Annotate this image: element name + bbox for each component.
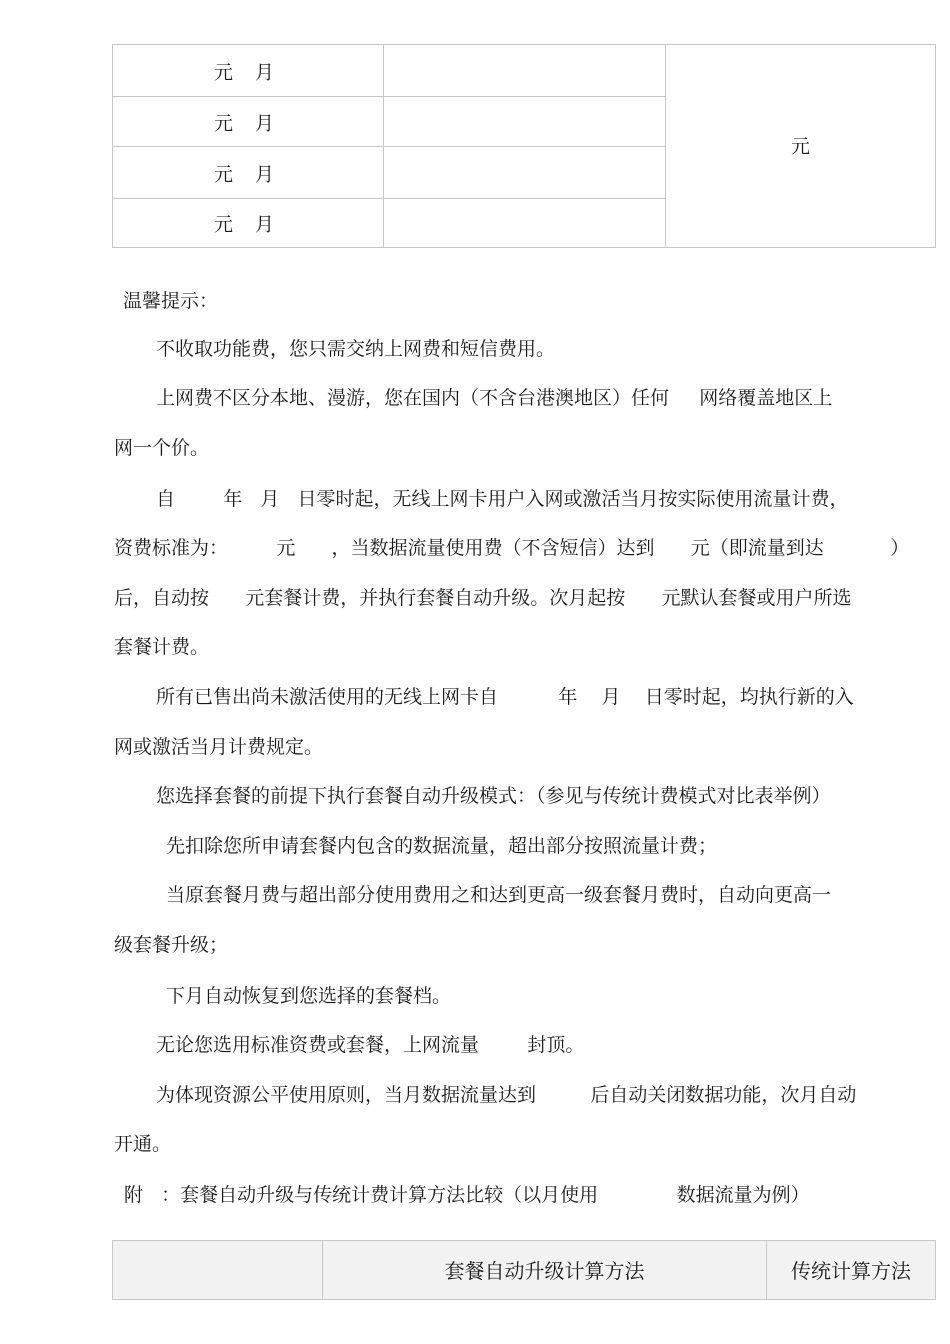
table-cell bbox=[383, 44, 666, 97]
tip-paragraph: 自 年 月 日零时起，无线上网卡用户入网或激活当月按实际使用流量计费， bbox=[156, 488, 849, 510]
tip-paragraph: 上网费不区分本地、漫游，您在国内（不含台港澳地区）任何 网络覆盖地区上 bbox=[156, 387, 833, 409]
cell-text: 元 月 bbox=[213, 213, 283, 236]
tip-paragraph-cont: 网一个价。 bbox=[114, 437, 210, 459]
cell-text: 元 bbox=[790, 135, 810, 158]
table-cell bbox=[112, 146, 384, 199]
appendix-caption: 附 ：套餐自动升级与传统计费计算方法比较（以月使用 数据流量为例） bbox=[124, 1184, 810, 1206]
tip-paragraph-cont: 开通。 bbox=[114, 1133, 172, 1155]
cell-text: 元 月 bbox=[213, 112, 283, 134]
tip-paragraph-cont: 后，自动按 元套餐计费，并执行套餐自动升级。次月起按 元默认套餐或用户所选 bbox=[114, 587, 852, 609]
tip-subitem: 当原套餐月费与超出部分使用费用之和达到更高一级套餐月费时，自动向更高一 bbox=[166, 884, 832, 906]
cell-text: 元 月 bbox=[213, 61, 283, 83]
tip-paragraph: 所有已售出尚未激活使用的无线上网卡自 年 月 日零时起，均执行新的入 bbox=[156, 686, 854, 708]
table-cell bbox=[112, 198, 384, 248]
tip-paragraph: 您选择套餐的前提下执行套餐自动升级模式：（参见与传统计费模式对比表举例） bbox=[156, 785, 831, 807]
tip-title: 温馨提示： bbox=[123, 290, 219, 312]
table-cell bbox=[112, 96, 384, 147]
tip-paragraph-cont: 资费标准为： 元 ，当数据流量使用费（不含短信）达到 元（即流量到达 ） bbox=[114, 537, 910, 559]
header-text: 传统计算方法 bbox=[791, 1259, 911, 1283]
fee-table bbox=[112, 44, 936, 248]
tip-subitem: 下月自动恢复到您选择的套餐档。 bbox=[166, 985, 452, 1007]
cell-text: 元 月 bbox=[213, 163, 283, 185]
tip-subitem-cont: 级套餐升级； bbox=[114, 934, 229, 956]
table-header-cell bbox=[112, 1240, 323, 1300]
tip-paragraph-cont: 套餐计费。 bbox=[114, 636, 210, 658]
tip-paragraph-cont: 网或激活当月计费规定。 bbox=[114, 736, 324, 758]
tip-paragraph: 为体现资源公平使用原则，当月数据流量达到 后自动关闭数据功能，次月自动 bbox=[156, 1084, 857, 1106]
table-header-cell bbox=[766, 1240, 936, 1300]
tip-subitem: 先扣除您所申请套餐内包含的数据流量，超出部分按照流量计费； bbox=[166, 835, 718, 857]
header-text: 套餐自动升级计算方法 bbox=[444, 1259, 645, 1283]
table-cell bbox=[383, 96, 666, 147]
tip-paragraph: 不收取功能费，您只需交纳上网费和短信费用。 bbox=[156, 338, 556, 360]
table-cell bbox=[383, 146, 666, 199]
tip-paragraph: 无论您选用标准资费或套餐，上网流量 封顶。 bbox=[156, 1034, 585, 1056]
table-header-cell bbox=[322, 1240, 767, 1300]
comparison-table-header bbox=[112, 1240, 936, 1300]
table-cell-merged bbox=[665, 44, 936, 248]
table-cell bbox=[112, 44, 384, 97]
table-cell bbox=[383, 198, 666, 248]
